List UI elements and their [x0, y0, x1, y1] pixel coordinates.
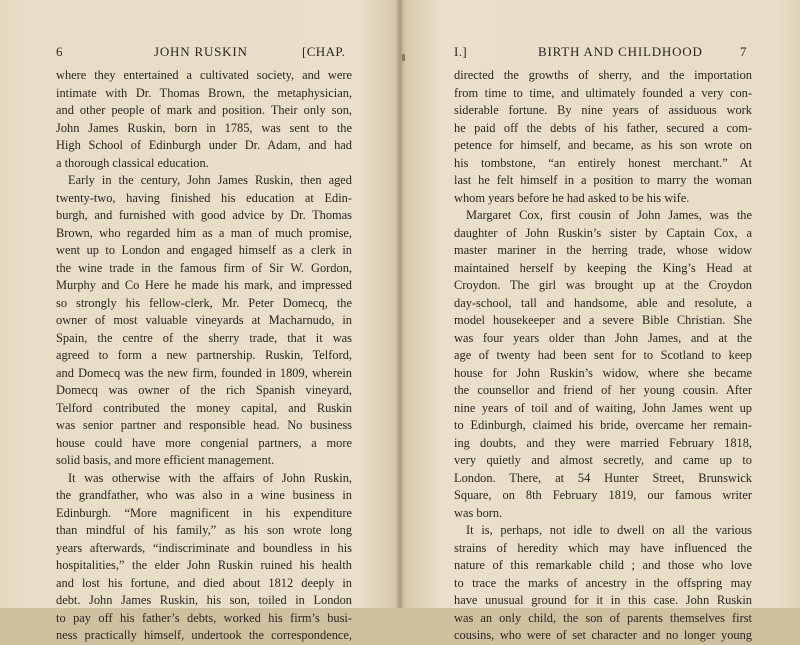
text-line: to Edinburgh, claimed his bride, overcame her remain-: [454, 418, 752, 432]
text-line: Square, on 8th February 1819, our famous writer: [454, 488, 752, 502]
text-line: his tombstone, “an entirely honest merchant.” At: [454, 155, 752, 170]
text-line: nine years of toil and of waiting, John James went up: [454, 400, 752, 415]
text-line: cousins, who were of set character and no longer young: [454, 628, 752, 642]
text-line: London. There, at 54 Hunter Street, Brunswick: [454, 470, 752, 485]
text-line: the wine trade in the famous firm of Sir W. Gordon,: [56, 260, 352, 275]
text-line: and other people of mark and position. Their only son,: [56, 103, 352, 117]
text-line: from time to time, and ultimately founded a very con-: [454, 85, 752, 100]
text-line: agreed to form a new partnership. Ruskin, Telford,: [56, 348, 352, 362]
text-line: directed the growths of sherry, and the importation: [454, 68, 752, 82]
text-line: hospitalities,” the elder John Ruskin ruined his health: [56, 558, 352, 572]
right-section-marker: I.]: [454, 44, 468, 59]
text-line: was born.: [454, 505, 503, 520]
right-running-title: BIRTH AND CHILDHOOD: [538, 44, 703, 59]
text-line: whom years before he had asked to be his wife.: [454, 190, 690, 205]
text-line: last he felt himself in a position to marry the woman: [454, 173, 752, 187]
text-line: was four years older than John James, and at the: [454, 330, 752, 345]
text-line: to trace the marks of ancestry in the offspring may: [454, 575, 752, 590]
left-running-title: JOHN RUSKIN: [154, 44, 248, 59]
text-line: age of twenty had been sent for to Scotland to keep: [454, 348, 752, 362]
text-line: Margaret Cox, first cousin of John James, was the: [466, 208, 752, 222]
text-line: Telford contributed the money capital, and Ruskin: [56, 400, 352, 415]
text-line: maintained herself by keeping the King’s Head at: [454, 260, 752, 275]
right-page: [402, 0, 800, 642]
text-line: so strongly his fellow-clerk, Mr. Peter Domecq, the: [56, 295, 352, 310]
text-line: the counsellor and friend of her young cousin. After: [454, 383, 752, 397]
left-page-number: 6: [56, 44, 63, 59]
text-line: house could have more congenial partners, a more: [56, 435, 352, 450]
text-line: ness practically himself, undertook the correspondence,: [56, 628, 352, 642]
text-line: where they entertained a cultivated society, and were: [56, 68, 352, 82]
text-line: strains of heredity which may have influenced the: [454, 540, 752, 555]
text-line: house for John Ruskin’s widow, where she became: [454, 365, 752, 380]
text-line: very quietly and almost secretly, and came up to: [454, 453, 752, 467]
text-line: model housekeeper and a severe Bible Christian. She: [454, 313, 752, 327]
text-line: ing doubts, and they were married February 1818,: [454, 435, 752, 450]
text-line: nature of this remarkable child ; and those who love: [454, 558, 752, 572]
text-line: It is, perhaps, not idle to dwell on all the various: [466, 523, 752, 537]
text-line: and lost his fortune, and died about 1812 deeply in: [56, 575, 352, 590]
text-line: to pay off his father’s debts, worked his firm’s busi-: [56, 610, 352, 625]
text-line: Croydon. The girl was brought up at the Croydon: [454, 278, 752, 292]
left-section-marker: [CHAP.: [302, 44, 346, 59]
text-line: Domecq was owner of the rich Spanish vineyard,: [56, 383, 352, 397]
text-line: burgh, and furnished with good advice by Dr. Thomas: [56, 208, 352, 222]
text-line: solid basis, and more efficient management.: [56, 453, 275, 467]
text-line: owner of most valuable vineyards at Macharnudo, in: [56, 313, 352, 327]
text-line: Brown, who regarded him as a man of much promise,: [56, 225, 352, 240]
text-line: High School of Edinburgh under Dr. Adam, and had: [56, 138, 352, 152]
text-line: petence for himself, and became, as his son wrote on: [454, 138, 752, 152]
text-line: It was otherwise with the affairs of John Ruskin,: [68, 470, 352, 485]
text-line: have unusual ground for it in this case. John Ruskin: [454, 593, 752, 607]
text-line: a thorough classical education.: [56, 155, 209, 170]
text-line: Edinburgh. “More magnificent in his expenditure: [56, 505, 352, 520]
text-line: daughter of John Ruskin’s sister by Captain Cox, a: [454, 225, 752, 240]
text-line: the grandfather, who was also in a wine business in: [56, 488, 352, 502]
text-line: was senior partner and responsible head. No business: [56, 418, 352, 432]
right-page-number: 7: [740, 44, 747, 59]
left-body-text: [56, 67, 352, 645]
text-line: siderable fortune. By nine years of assiduous work: [454, 103, 752, 117]
text-line: twenty-two, having finished his education at Edin-: [56, 190, 352, 205]
left-page: [0, 0, 398, 642]
text-line: went up to London and engaged himself as a clerk in: [56, 243, 352, 257]
text-line: day-school, tall and handsome, able and resolute, a: [454, 295, 752, 310]
text-line: than mindful of his family,” as his son wrote long: [56, 523, 352, 537]
text-line: and Domecq was the new firm, founded in 1809, wherein: [56, 365, 352, 380]
text-line: debt. John James Ruskin, his son, toiled in London: [56, 593, 352, 607]
text-line: intimate with Dr. Thomas Brown, the metaphysician,: [56, 85, 352, 100]
text-line: Early in the century, John James Ruskin, then aged: [68, 173, 352, 187]
text-line: Spain, the centre of the sherry trade, that it was: [56, 330, 352, 345]
right-body-text: [454, 67, 752, 645]
text-line: was an only child, the son of parents themselves first: [454, 610, 752, 625]
text-line: John James Ruskin, born in 1785, was sent to the: [56, 120, 352, 135]
text-line: master mariner in the herring trade, whose widow: [454, 243, 752, 257]
text-line: years afterwards, “indiscriminate and boundless in his: [56, 540, 352, 555]
text-line: Murphy and Co Here he made his mark, and impressed: [56, 278, 352, 292]
text-line: he paid off the debts of his father, secured a com-: [454, 120, 752, 135]
